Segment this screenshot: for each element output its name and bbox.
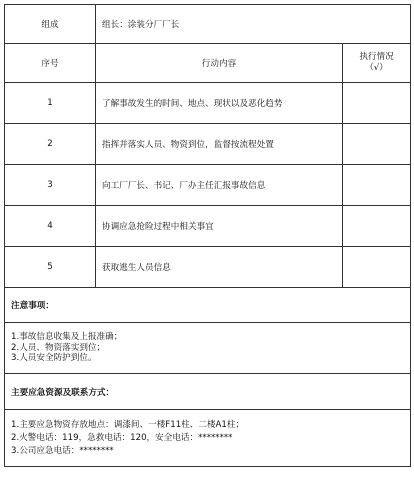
resource-line: 2.火警电话：119，急救电话：120，安全电话：********	[11, 432, 233, 443]
step-status-checkbox[interactable]	[343, 165, 411, 206]
note-line: 1.事故信息收集及上报准确；	[11, 332, 123, 343]
note-line: 3.人员安全防护到位。	[11, 353, 97, 364]
step-status-checkbox[interactable]	[343, 206, 411, 247]
step-status-checkbox[interactable]	[343, 124, 411, 165]
step-action: 获取逃生人员信息	[96, 247, 343, 288]
leader-cell: 组长：涂装分厂厂长	[96, 5, 411, 44]
step-action: 协调应急抢险过程中相关事宜	[96, 206, 343, 247]
notes-title: 注意事项：	[5, 288, 411, 323]
step-seq: 1	[5, 83, 96, 124]
resources-title-row	[5, 374, 411, 410]
table-row	[5, 247, 411, 288]
step-action: 了解事故发生的时间、地点、现状以及恶化趋势	[96, 83, 343, 124]
resources-body	[5, 410, 411, 467]
resources-body-row	[5, 410, 411, 467]
status-header-line1: 执行情况	[359, 52, 394, 62]
table-row	[5, 83, 411, 124]
notes-title-row	[5, 288, 411, 323]
action-table	[4, 4, 411, 467]
header-row	[5, 5, 411, 44]
table-row	[5, 165, 411, 206]
table-row	[5, 124, 411, 165]
group-label-cell: 组成	[5, 5, 96, 44]
step-seq: 3	[5, 165, 96, 206]
table-row	[5, 206, 411, 247]
resource-line: 1.主要应急物资存放地点：调漆间、一楼F11柱、二楼A1柱；	[11, 419, 245, 430]
step-status-checkbox[interactable]	[343, 247, 411, 288]
column-header-row	[5, 44, 411, 83]
action-column-header: 行动内容	[96, 44, 343, 83]
step-seq: 5	[5, 247, 96, 288]
step-status-checkbox[interactable]	[343, 83, 411, 124]
step-seq: 4	[5, 206, 96, 247]
status-column-header	[343, 44, 411, 83]
resources-title: 主要应急资源及联系方式：	[5, 374, 411, 410]
step-seq: 2	[5, 124, 96, 165]
notes-body-row	[5, 323, 411, 374]
notes-body	[5, 323, 411, 374]
status-header-line2: （√）	[365, 63, 388, 73]
seq-column-header: 序号	[5, 44, 96, 83]
note-line: 2.人员、物资落实到位；	[11, 342, 106, 353]
step-action: 指挥并落实人员、物资到位，监督按流程处置	[96, 124, 343, 165]
step-action: 向工厂厂长、书记、厂办主任汇报事故信息	[96, 165, 343, 206]
resource-line: 3.公司应急电话：********	[11, 445, 114, 456]
